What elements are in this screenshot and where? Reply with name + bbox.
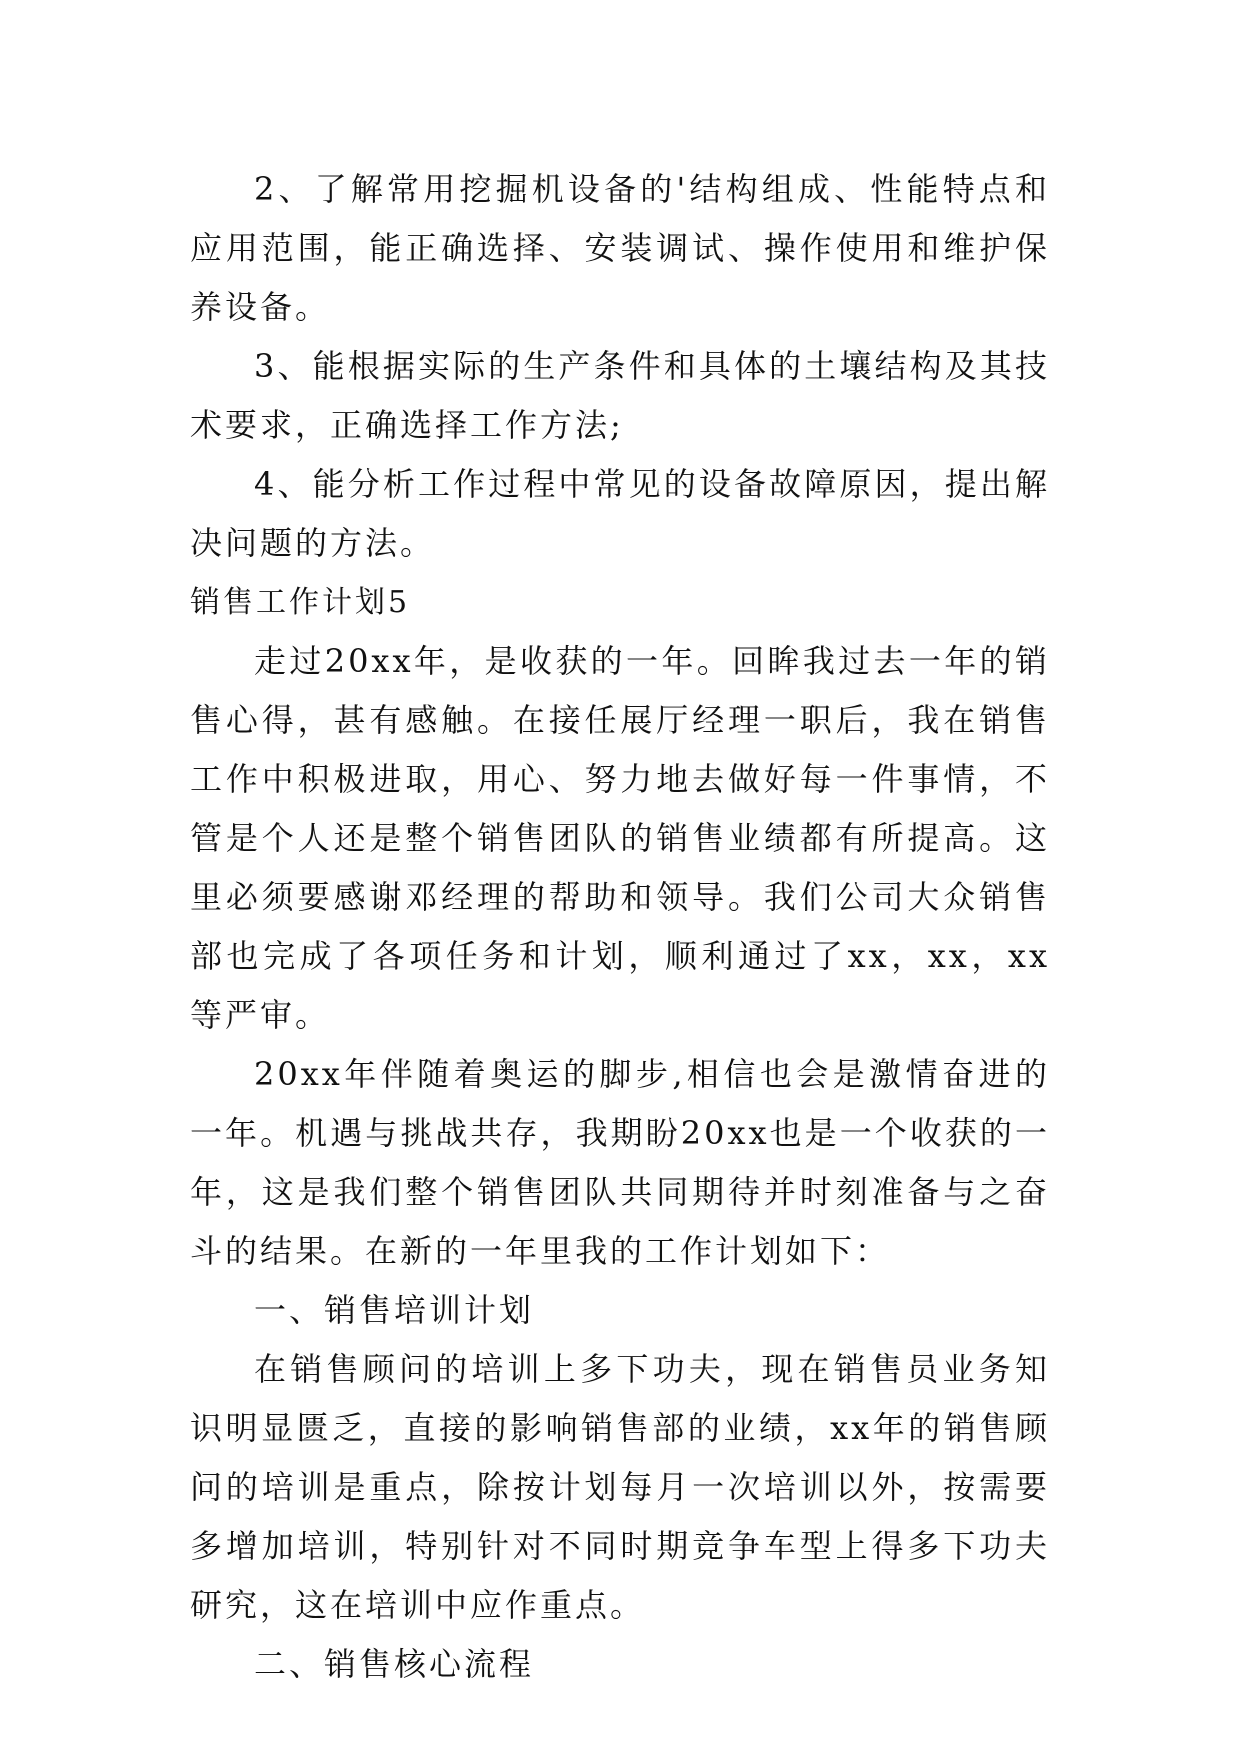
document-body (190, 160, 1050, 1694)
section-heading: 销售工作计划5 (190, 585, 411, 620)
paragraph-review: 走过20xx年，是收获的一年。回眸我过去一年的销售心得，甚有感触。在接任展厅经理一职后，我在销售工作中积极进取，用心、努力地去做好每一件事情，不管是个人还是整个销售团队的销售业绩都有所提高。这里必须要感谢邓经理的帮助和领导。我们公司大众销售部也完成了各项任务和计划，顺利通过了xx，xx，xx等严审。 (190, 642, 1050, 1034)
subheading-core-process: 二、销售核心流程 (254, 1645, 535, 1683)
subheading-training: 一、销售培训计划 (254, 1291, 535, 1329)
paragraph-item-3: 3、能根据实际的生产条件和具体的土壤结构及其技术要求，正确选择工作方法; (190, 347, 1050, 444)
paragraph-item-2: 2、了解常用挖掘机设备的'结构组成、性能特点和应用范围，能正确选择、安装调试、操作使用和维护保养设备。 (190, 170, 1050, 326)
paragraph-item-4: 4、能分析工作过程中常见的设备故障原因，提出解决问题的方法。 (190, 465, 1050, 562)
paragraph-outlook: 20xx年伴随着奥运的脚步,相信也会是激情奋进的一年。机遇与挑战共存，我期盼20xx也是一个收获的一年，这是我们整个销售团队共同期待并时刻准备与之奋斗的结果。在新的一年里我的工作计划如下： (190, 1055, 1050, 1270)
paragraph-training: 在销售顾问的培训上多下功夫，现在销售员业务知识明显匮乏，直接的影响销售部的业绩，xx年的销售顾问的培训是重点，除按计划每月一次培训以外，按需要多增加培训，特别针对不同时期竞争车型上得多下功夫研究，这在培训中应作重点。 (190, 1350, 1050, 1624)
